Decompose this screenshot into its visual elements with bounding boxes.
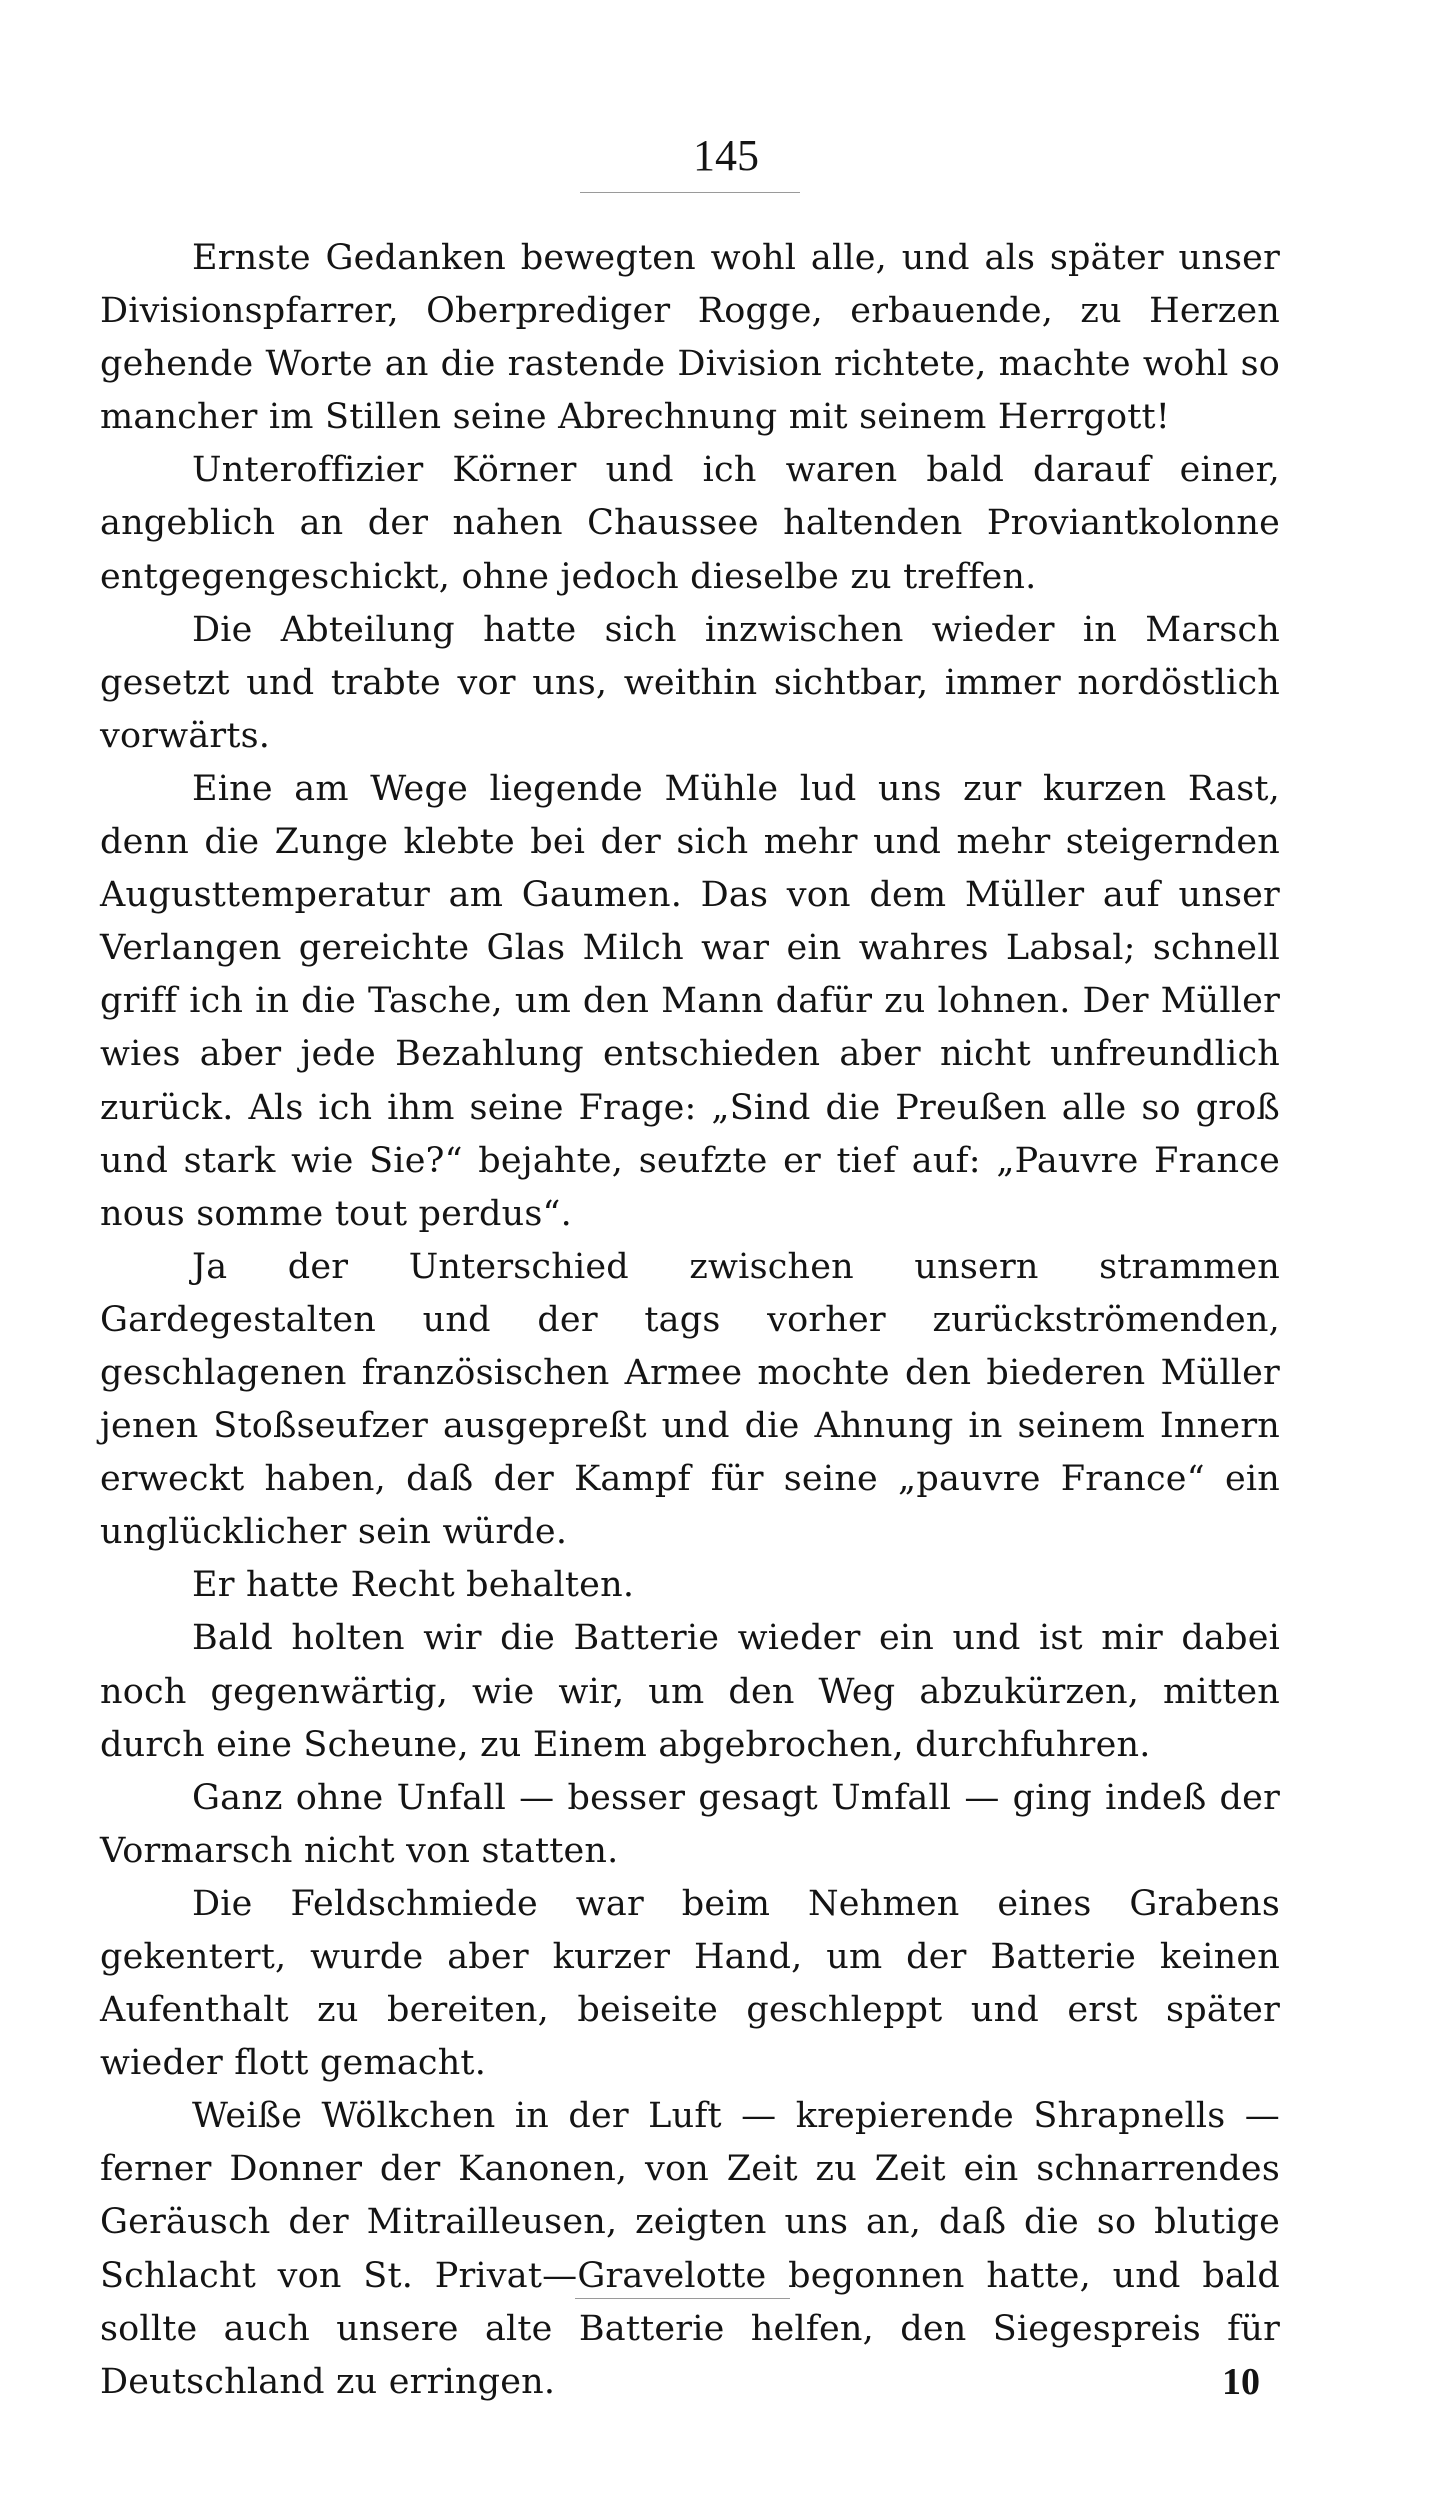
paragraph: Ja der Unterschied zwischen unsern strammen Gardegestalten und der tags vorher zurückströmenden, geschlagenen französischen Armee mochte den biederen Müller jenen Stoßseufzer ausgepreßt und die Ahnung in seinem Innern erweckt haben, daß der Kampf für seine „pauvre France“ ein unglücklicher sein würde. — [100, 1246, 1280, 1553]
paragraph: Weiße Wölkchen in der Luft — krepierende Shrapnells — ferner Donner der Kanonen, von Zeit zu Zeit ein schnarrendes Geräusch der Mitrailleusen, zeigten uns an, daß die so blutige Schlacht von St. Privat—Gravelotte begonnen hatte, und bald sollte auch unsere alte Batterie helfen, den Siegespreis für Deutschland zu erringen. — [100, 2096, 1280, 2402]
footer-rule — [575, 2298, 790, 2299]
paragraph: Die Abteilung hatte sich inzwischen wieder in Marsch gesetzt und trabte vor uns, weithin sichtbar, immer nordöstlich vorwärts. — [100, 609, 1280, 756]
paragraph: Bald holten wir die Batterie wieder ein und ist mir dabei noch gegenwärtig, wie wir, um den Weg abzukürzen, mitten durch eine Scheune, zu Einem abgebrochen, durchfuhren. — [100, 1618, 1280, 1765]
paragraph: Eine am Wege liegende Mühle lud uns zur kurzen Rast, denn die Zunge klebte bei der sich mehr und mehr steigernden Augusttemperatur am Gaumen. Das von dem Müller auf unser Verlangen gereichte Glas Milch war ein wahres Labsal; schnell griff ich in die Tasche, um den Mann dafür zu lohnen. Der Müller wies aber jede Bezahlung entschieden aber nicht unfreundlich zurück. Als ich ihm seine Frage: „Sind die Preußen alle so groß und stark wie Sie?“ bejahte, seufzte er tief auf: „Pauvre France nous somme tout perdus“. — [100, 768, 1280, 1234]
paragraph: Unteroffizier Körner und ich waren bald darauf einer, angeblich an der nahen Chaussee haltenden Proviantkolonne entgegengeschickt, ohne jedoch dieselbe zu treffen. — [100, 450, 1280, 597]
paragraph: Ganz ohne Unfall — besser gesagt Umfall — ging indeß der Vormarsch nicht von statten. — [100, 1777, 1280, 1871]
page-number: 145 — [693, 131, 759, 180]
header-rule — [580, 192, 800, 193]
body-text — [100, 232, 1280, 2409]
paragraph: Die Feldschmiede war beim Nehmen eines Grabens gekentert, wurde aber kurzer Hand, um der Batterie keinen Aufenthalt zu bereiten, beiseite geschleppt und erst später wieder flott gemacht. — [100, 1883, 1280, 2084]
paragraph: Ernste Gedanken bewegten wohl alle, und als später unser Divisionspfarrer, Oberprediger Rogge, erbauende, zu Herzen gehende Worte an die rastende Division richtete, machte wohl so mancher im Stillen seine Abrechnung mit seinem Herrgott! — [100, 238, 1280, 438]
paragraph: Er hatte Recht behalten. — [192, 1565, 635, 1606]
signature-mark: 10 — [1222, 2361, 1260, 2403]
